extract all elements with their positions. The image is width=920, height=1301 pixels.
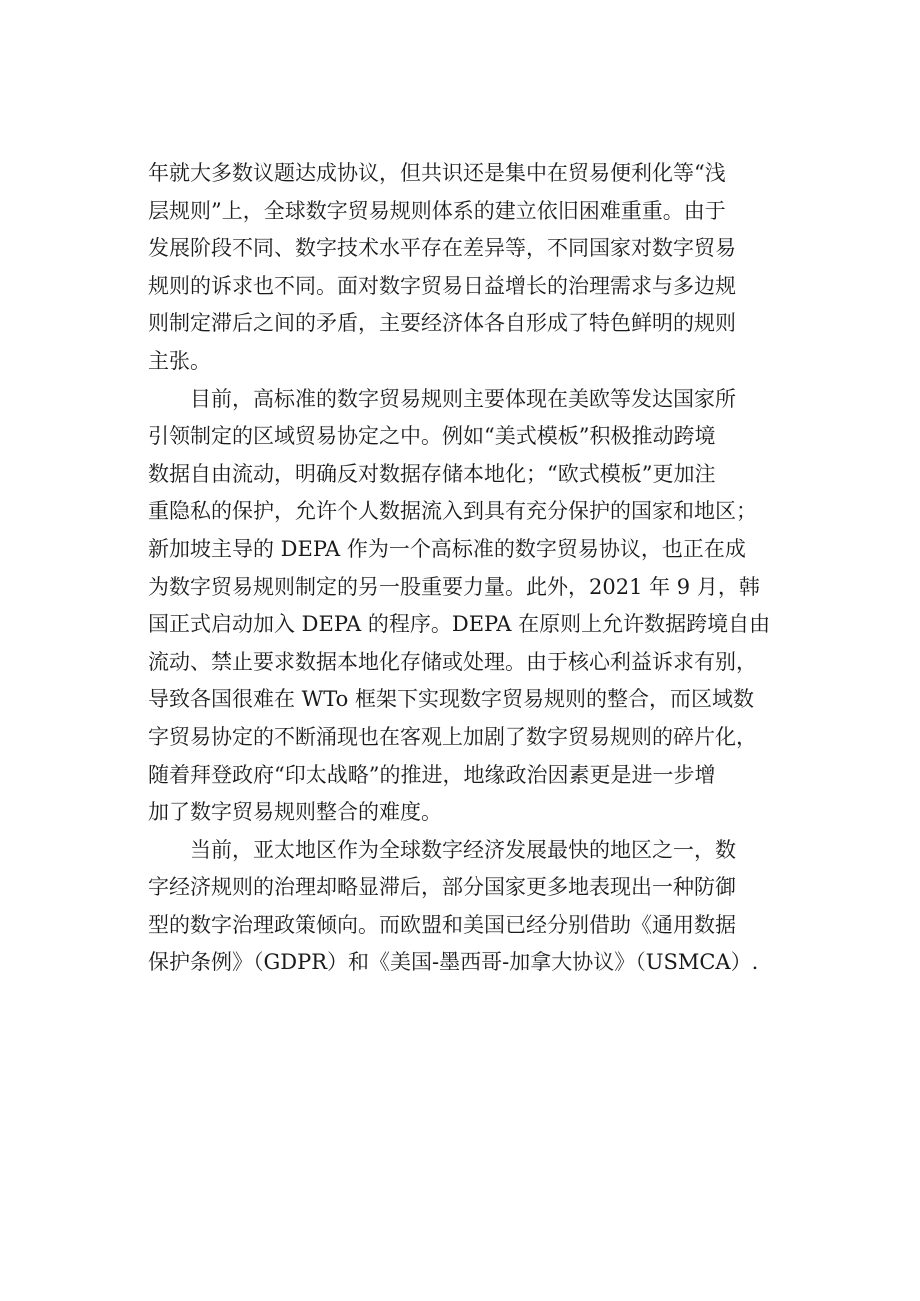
text-line: 为数字贸易规则制定的另一股重要力量。此外，2021 年 9 月，韩: [148, 574, 760, 599]
paragraph-1: [148, 155, 808, 381]
text-line: 字贸易协定的不断涌现也在客观上加剧了数字贸易规则的碎片化，: [148, 724, 757, 749]
text-line: 随着拜登政府“印太战略”的推进，地缘政治因素更是进一步增: [148, 762, 716, 787]
text-line: 国正式启动加入 DEPA 的程序。DEPA 在原则上允许数据跨境自由: [148, 612, 771, 637]
text-line: 年就大多数议题达成协议，但共识还是集中在贸易便利化等“浅: [148, 161, 726, 185]
text-line: 主张。: [148, 348, 211, 373]
text-line: 流动、禁止要求数据本地化存储或处理。由于核心利益诉求有别，: [148, 649, 757, 674]
text-line: 引领制定的区域贸易协定之中。例如“美式模板”积极推动跨境: [148, 424, 716, 449]
text-line: 重隐私的保护，允许个人数据流入到具有充分保护的国家和地区；: [148, 499, 757, 524]
document-body: [148, 155, 808, 982]
text-line: 数据自由流动，明确反对数据存储本地化；“欧式模板”更加注: [148, 461, 716, 486]
text-line: 新加坡主导的 DEPA 作为一个高标准的数字贸易协议，也正在成: [148, 536, 746, 561]
text-line: 型的数字治理政策倾向。而欧盟和美国已经分别借助《通用数据: [148, 912, 736, 937]
text-line: 加了数字贸易规则整合的难度。: [148, 800, 442, 825]
paragraph-2: [148, 381, 808, 832]
text-line: 规则的诉求也不同。面对数字贸易日益增长的治理需求与多边规: [148, 273, 736, 298]
text-line: 当前，亚太地区作为全球数字经济发展最快的地区之一，数: [148, 837, 736, 862]
text-line: 层规则”上，全球数字贸易规则体系的建立依旧困难重重。由于: [148, 198, 726, 223]
text-line: 则制定滞后之间的矛盾，主要经济体各自形成了特色鲜明的规则: [148, 311, 736, 336]
text-line: 目前，高标准的数字贸易规则主要体现在美欧等发达国家所: [148, 386, 736, 411]
text-line: 字经济规则的治理却略显滞后，部分国家更多地表现出一种防御: [148, 875, 736, 900]
paragraph-3: [148, 832, 808, 982]
text-line: 保护条例》（GDPR）和《美国-墨西哥-加拿大协议》（USMCA）.: [148, 950, 759, 975]
text-line: 发展阶段不同、数字技术水平存在差异等，不同国家对数字贸易: [148, 236, 736, 261]
text-line: 导致各国很难在 WTo 框架下实现数字贸易规则的整合，而区域数: [148, 687, 754, 712]
